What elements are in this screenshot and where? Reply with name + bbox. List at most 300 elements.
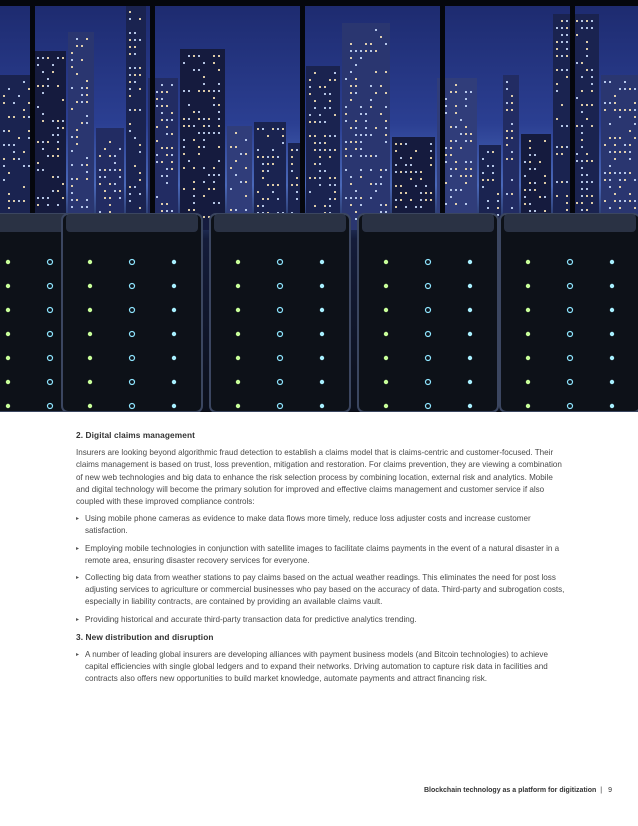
window-light xyxy=(156,105,158,107)
window-light xyxy=(183,167,185,169)
window-light xyxy=(604,144,606,146)
window-frame xyxy=(570,0,575,230)
window-light xyxy=(482,179,484,181)
window-light xyxy=(257,149,259,151)
window-light xyxy=(81,122,83,124)
window-light xyxy=(576,62,578,64)
window-light xyxy=(524,175,526,177)
window-light xyxy=(262,128,264,130)
window-light xyxy=(576,125,578,127)
window-light xyxy=(272,128,274,130)
window-light xyxy=(52,176,54,178)
window-light xyxy=(119,197,121,199)
window-light xyxy=(350,43,352,45)
window-light xyxy=(487,179,489,181)
window-light xyxy=(445,98,447,100)
window-light xyxy=(634,200,636,202)
window-light xyxy=(28,165,30,167)
window-light xyxy=(581,62,583,64)
window-light xyxy=(450,189,452,191)
window-light xyxy=(198,118,200,120)
window-light xyxy=(218,146,220,148)
window-light xyxy=(529,182,531,184)
server-led xyxy=(384,356,388,360)
window-light xyxy=(380,85,382,87)
window-light xyxy=(262,198,264,200)
window-light xyxy=(296,198,298,200)
window-light xyxy=(114,183,116,185)
window-light xyxy=(634,137,636,139)
window-light xyxy=(156,154,158,156)
window-light xyxy=(42,92,44,94)
window-light xyxy=(544,182,546,184)
skyline-building xyxy=(553,14,599,230)
server-led xyxy=(172,356,176,360)
window-light xyxy=(566,76,568,78)
window-light xyxy=(208,174,210,176)
window-light xyxy=(604,200,606,202)
window-light xyxy=(445,182,447,184)
window-light xyxy=(272,149,274,151)
server-led xyxy=(384,332,388,336)
window-light xyxy=(314,135,316,137)
window-light xyxy=(609,207,611,209)
window-light xyxy=(18,158,20,160)
window-light xyxy=(345,197,347,199)
window-light xyxy=(487,200,489,202)
window-light xyxy=(544,210,546,212)
window-light xyxy=(350,197,352,199)
bullet-text: Employing mobile technologies in conjunction with satellite images to facilitate claims payments in the event of a natural disaster in a remote area, ensuring disaster recovery services for everyone. xyxy=(85,543,560,565)
rack-top-panel xyxy=(504,214,636,232)
window-light xyxy=(581,195,583,197)
window-light xyxy=(3,95,5,97)
window-light xyxy=(262,163,264,165)
window-light xyxy=(385,127,387,129)
window-light xyxy=(365,120,367,122)
window-light xyxy=(18,95,20,97)
server-led xyxy=(88,284,92,288)
window-light xyxy=(198,153,200,155)
window-light xyxy=(109,211,111,213)
window-light xyxy=(586,153,588,155)
window-light xyxy=(134,46,136,48)
window-light xyxy=(450,196,452,198)
window-light xyxy=(52,71,54,73)
window-light xyxy=(129,74,131,76)
window-light xyxy=(156,161,158,163)
window-light xyxy=(581,181,583,183)
section-title: 3. New distribution and disruption xyxy=(76,631,214,642)
window-light xyxy=(482,186,484,188)
window-light xyxy=(586,181,588,183)
server-led xyxy=(526,308,530,312)
window-light xyxy=(134,32,136,34)
window-light xyxy=(183,62,185,64)
window-light xyxy=(380,176,382,178)
server-led xyxy=(172,404,176,408)
window-light xyxy=(329,198,331,200)
window-light xyxy=(492,165,494,167)
window-light xyxy=(529,154,531,156)
window-light xyxy=(8,130,10,132)
rack-top-panel xyxy=(362,214,494,232)
window-light xyxy=(619,172,621,174)
window-light xyxy=(506,88,508,90)
window-light xyxy=(506,137,508,139)
window-light xyxy=(624,144,626,146)
window-light xyxy=(119,176,121,178)
window-light xyxy=(375,127,377,129)
window-light xyxy=(319,177,321,179)
window-light xyxy=(334,191,336,193)
window-light xyxy=(62,183,64,185)
window-light xyxy=(345,120,347,122)
window-light xyxy=(193,125,195,127)
window-light xyxy=(104,148,106,150)
window-light xyxy=(375,29,377,31)
window-light xyxy=(556,55,558,57)
window-light xyxy=(86,122,88,124)
window-light xyxy=(62,120,64,122)
window-light xyxy=(586,20,588,22)
window-light xyxy=(129,67,131,69)
window-light xyxy=(81,59,83,61)
window-light xyxy=(8,116,10,118)
server-led xyxy=(468,332,472,336)
window-light xyxy=(42,141,44,143)
window-light xyxy=(591,202,593,204)
window-light xyxy=(57,85,59,87)
window-light xyxy=(586,160,588,162)
window-light xyxy=(42,85,44,87)
window-light xyxy=(296,184,298,186)
window-light xyxy=(385,204,387,206)
window-light xyxy=(350,127,352,129)
window-light xyxy=(139,18,141,20)
bullet-list xyxy=(76,649,566,686)
window-light xyxy=(161,119,163,121)
window-light xyxy=(76,45,78,47)
window-light xyxy=(37,162,39,164)
window-light xyxy=(37,204,39,206)
server-led xyxy=(384,380,388,384)
server-led xyxy=(384,404,388,408)
server-led xyxy=(526,404,530,408)
window-light xyxy=(576,20,578,22)
window-light xyxy=(166,91,168,93)
window-light xyxy=(309,177,311,179)
window-light xyxy=(8,88,10,90)
window-light xyxy=(42,71,44,73)
window-light xyxy=(314,177,316,179)
window-light xyxy=(76,101,78,103)
server-led xyxy=(320,356,324,360)
window-light xyxy=(23,165,25,167)
window-light xyxy=(634,179,636,181)
window-light xyxy=(57,155,59,157)
window-light xyxy=(420,199,422,201)
window-light xyxy=(385,120,387,122)
section-paragraph: Insurers are looking beyond algorithmic fraud detection to establish a claims model that is claims-centric and customer-focused. Their claims management is based on trust, loss prevention, mitigation and restoration. For claims prevention, they are viewing a combination of new web technologies and big data to enhance the risk selection process by combining location, external risk and analytics. Mobile and digital technology will become the primary solution for improved and effective claims management and customer service if also coupled with these improved compliance controls: xyxy=(76,448,562,507)
page-number: 9 xyxy=(608,787,612,794)
window-light xyxy=(119,169,121,171)
window-light xyxy=(529,203,531,205)
window-light xyxy=(566,125,568,127)
window-light xyxy=(329,79,331,81)
window-light xyxy=(506,193,508,195)
window-light xyxy=(282,142,284,144)
window-light xyxy=(245,139,247,141)
window-light xyxy=(76,178,78,180)
window-light xyxy=(629,200,631,202)
bullet-text: Providing historical and accurate third-party transaction data for predictive analytics trending. xyxy=(85,614,417,624)
window-light xyxy=(360,176,362,178)
window-light xyxy=(257,156,259,158)
window-light xyxy=(492,151,494,153)
window-light xyxy=(81,164,83,166)
window-light xyxy=(465,182,467,184)
window-light xyxy=(581,167,583,169)
window-light xyxy=(329,184,331,186)
window-light xyxy=(188,160,190,162)
window-light xyxy=(193,69,195,71)
window-light xyxy=(218,55,220,57)
window-light xyxy=(8,193,10,195)
window-light xyxy=(166,182,168,184)
window-light xyxy=(629,144,631,146)
window-light xyxy=(71,206,73,208)
window-light xyxy=(109,155,111,157)
window-light xyxy=(360,113,362,115)
window-light xyxy=(81,45,83,47)
window-light xyxy=(487,151,489,153)
server-led xyxy=(88,356,92,360)
window-light xyxy=(109,183,111,185)
window-light xyxy=(360,197,362,199)
window-light xyxy=(13,151,15,153)
window-light xyxy=(556,48,558,50)
window-light xyxy=(624,109,626,111)
server-led xyxy=(88,404,92,408)
page-footer xyxy=(300,787,612,794)
window-light xyxy=(28,102,30,104)
window-light xyxy=(380,204,382,206)
window-light xyxy=(8,172,10,174)
window-light xyxy=(561,41,563,43)
window-light xyxy=(334,79,336,81)
window-light xyxy=(624,88,626,90)
window-light xyxy=(614,158,616,160)
window-light xyxy=(345,141,347,143)
window-light xyxy=(262,170,264,172)
window-light xyxy=(492,179,494,181)
window-light xyxy=(203,76,205,78)
window-light xyxy=(134,74,136,76)
window-light xyxy=(71,87,73,89)
window-light xyxy=(109,197,111,199)
window-light xyxy=(161,112,163,114)
window-light xyxy=(460,175,462,177)
window-light xyxy=(350,155,352,157)
window-light xyxy=(139,151,141,153)
window-light xyxy=(99,155,101,157)
window-light xyxy=(470,168,472,170)
window-light xyxy=(385,141,387,143)
window-light xyxy=(350,176,352,178)
window-light xyxy=(13,102,15,104)
window-light xyxy=(171,84,173,86)
window-light xyxy=(576,153,578,155)
window-light xyxy=(309,191,311,193)
window-light xyxy=(360,57,362,59)
window-light xyxy=(218,174,220,176)
window-light xyxy=(171,119,173,121)
window-light xyxy=(134,186,136,188)
window-light xyxy=(410,171,412,173)
window-light xyxy=(365,134,367,136)
skyline-building xyxy=(306,66,340,230)
window-light xyxy=(203,139,205,141)
window-light xyxy=(586,104,588,106)
window-light xyxy=(561,104,563,106)
server-led xyxy=(610,332,614,336)
window-light xyxy=(355,127,357,129)
window-light xyxy=(314,205,316,207)
window-light xyxy=(586,27,588,29)
window-light xyxy=(365,50,367,52)
window-light xyxy=(360,169,362,171)
window-light xyxy=(139,144,141,146)
window-light xyxy=(400,157,402,159)
window-light xyxy=(245,153,247,155)
window-light xyxy=(405,143,407,145)
window-light xyxy=(139,39,141,41)
window-light xyxy=(272,163,274,165)
window-light xyxy=(470,175,472,177)
window-light xyxy=(198,69,200,71)
window-light xyxy=(134,165,136,167)
window-light xyxy=(129,53,131,55)
window-light xyxy=(511,179,513,181)
window-light xyxy=(529,168,531,170)
window-light xyxy=(360,106,362,108)
window-light xyxy=(619,200,621,202)
window-light xyxy=(566,146,568,148)
window-light xyxy=(193,209,195,211)
bullet-item xyxy=(76,513,566,537)
window-light xyxy=(380,211,382,213)
window-light xyxy=(350,50,352,52)
window-light xyxy=(619,88,621,90)
window-light xyxy=(57,190,59,192)
window-light xyxy=(329,177,331,179)
window-light xyxy=(134,53,136,55)
window-light xyxy=(561,153,563,155)
window-light xyxy=(203,195,205,197)
bullet-item xyxy=(76,543,566,567)
window-light xyxy=(319,156,321,158)
window-light xyxy=(624,179,626,181)
window-light xyxy=(370,197,372,199)
window-light xyxy=(544,196,546,198)
window-light xyxy=(166,154,168,156)
window-light xyxy=(109,204,111,206)
window-light xyxy=(86,157,88,159)
window-light xyxy=(23,81,25,83)
window-light xyxy=(385,106,387,108)
window-light xyxy=(161,91,163,93)
window-light xyxy=(109,169,111,171)
window-light xyxy=(213,90,215,92)
window-light xyxy=(506,81,508,83)
window-light xyxy=(581,202,583,204)
window-light xyxy=(291,156,293,158)
window-light xyxy=(156,140,158,142)
window-light xyxy=(561,55,563,57)
rack-top-panel xyxy=(66,214,198,232)
window-light xyxy=(257,128,259,130)
window-light xyxy=(355,134,357,136)
server-led xyxy=(6,308,10,312)
server-led xyxy=(468,380,472,384)
window-light xyxy=(114,169,116,171)
bullet-icon: ▸ xyxy=(76,575,80,582)
window-light xyxy=(591,181,593,183)
window-light xyxy=(218,160,220,162)
window-light xyxy=(470,140,472,142)
window-light xyxy=(460,189,462,191)
window-light xyxy=(345,113,347,115)
window-light xyxy=(156,126,158,128)
window-light xyxy=(319,114,321,116)
window-light xyxy=(614,193,616,195)
window-light xyxy=(129,193,131,195)
window-light xyxy=(134,81,136,83)
window-light xyxy=(71,178,73,180)
server-led xyxy=(468,404,472,408)
window-light xyxy=(329,205,331,207)
window-light xyxy=(71,66,73,68)
window-light xyxy=(42,197,44,199)
window-light xyxy=(57,134,59,136)
window-light xyxy=(23,109,25,111)
window-light xyxy=(556,195,558,197)
window-light xyxy=(198,132,200,134)
window-light xyxy=(47,78,49,80)
window-light xyxy=(324,170,326,172)
window-light xyxy=(420,206,422,208)
window-light xyxy=(324,205,326,207)
window-light xyxy=(345,106,347,108)
window-light xyxy=(62,57,64,59)
window-light xyxy=(566,48,568,50)
window-light xyxy=(86,38,88,40)
window-light xyxy=(139,88,141,90)
window-light xyxy=(272,156,274,158)
window-light xyxy=(350,183,352,185)
window-light xyxy=(581,90,583,92)
window-light xyxy=(370,43,372,45)
window-light xyxy=(71,199,73,201)
window-light xyxy=(309,114,311,116)
window-light xyxy=(614,151,616,153)
window-light xyxy=(193,195,195,197)
window-light xyxy=(13,158,15,160)
window-light xyxy=(71,164,73,166)
window-light xyxy=(614,95,616,97)
window-light xyxy=(235,160,237,162)
